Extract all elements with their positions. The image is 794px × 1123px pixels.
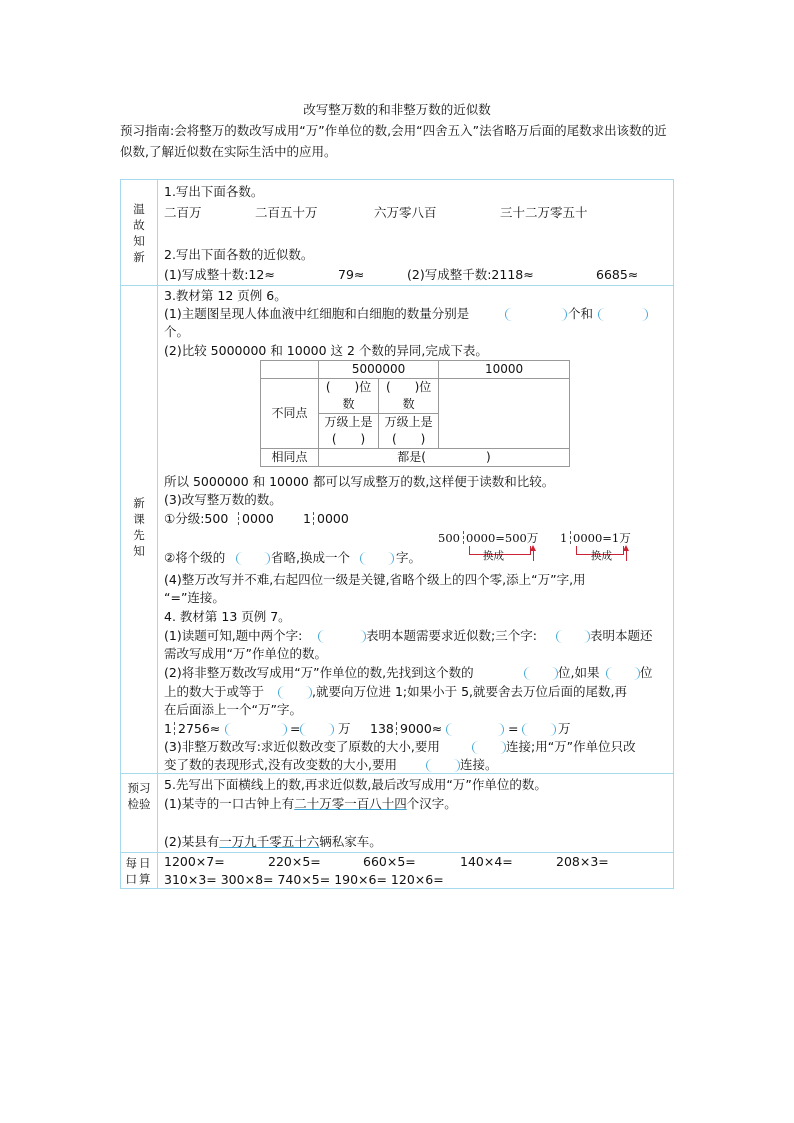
question-3: 3.教材第 12 页例 6。	[164, 288, 287, 303]
q2-part: (1)写成整十数:12≈	[164, 267, 275, 282]
row-divider	[120, 852, 674, 853]
q4-2-text: 在后面添上一个“万”字。	[164, 702, 302, 717]
level-separator	[174, 722, 175, 735]
row-divider	[120, 285, 674, 286]
answer-blank[interactable]	[505, 308, 567, 321]
q1-item: 二百万	[164, 205, 202, 220]
answer-blank[interactable]	[225, 723, 287, 736]
level-separator	[570, 531, 571, 544]
table-cell[interactable]: ( )位 数	[318, 379, 378, 414]
table-label: 不同点	[261, 379, 319, 449]
q4-2-text: ,就要向万位进 1;如果小于 5,就要舍去万位后面的尾数,再	[312, 684, 627, 699]
q1-item: 二百五十万	[255, 205, 318, 220]
question-2: 2.写出下面各数的近似数。	[164, 247, 314, 262]
q2-part: 6685≈	[596, 267, 639, 282]
table-cell[interactable]: 万级上是 ( )	[379, 414, 439, 449]
section-label-daily: 每日口算	[125, 856, 153, 886]
diagram-text: 1	[560, 531, 568, 545]
q3-4-text: (4)整万改写并不难,右起四位一级是关键,省略个级上的四个零,添上“万”字,用	[164, 572, 586, 587]
red-arrow	[530, 545, 536, 551]
preview-guide: 预习指南:会将整万的数改写成用“万”作单位的数,会用“四舍五入”法省略万后面的尾数求出该数的近似数,了解近似数在实际生活中的应用。	[120, 123, 667, 159]
q3-4-text: “=”连接。	[164, 590, 225, 605]
oral-calc: 140×4=	[460, 854, 513, 869]
answer-blank[interactable]	[606, 667, 640, 680]
q4-1-text: 需改写成用“万”作单位的数。	[164, 646, 327, 661]
red-arrow	[623, 545, 629, 551]
q1-item: 六万零八百	[374, 205, 437, 220]
q3-3-text: (3)改写整万数的数。	[164, 492, 282, 507]
level-separator	[396, 722, 397, 735]
q3-conclusion: 所以 5000000 和 10000 都可以写成整万的数,这样便于读数和比较。	[164, 474, 555, 489]
question-5: 5.先写出下面横线上的数,再求近似数,最后改写成用“万”作单位的数。	[164, 777, 547, 792]
q4-example: =	[508, 721, 519, 736]
q4-2-text: (2)将非整万数改写成用“万”作单位的数,先找到这个数的	[164, 665, 474, 680]
q4-example: 2756≈	[178, 721, 221, 736]
answer-blank[interactable]	[318, 630, 366, 643]
compare-table	[260, 360, 570, 467]
table-label: 相同点	[261, 449, 319, 467]
q4-3-text: 连接;用“万”作单位只改	[506, 739, 636, 754]
q3-2-text: (2)比较 5000000 和 10000 这 2 个数的异同,完成下表。	[164, 343, 488, 358]
q3-1-text: (1)主题图呈现人体血液中红细胞和白细胞的数量分别是	[164, 306, 470, 321]
answer-blank[interactable]	[236, 552, 270, 565]
q4-2-text: 位,如果	[558, 665, 600, 680]
answer-blank[interactable]	[522, 723, 556, 736]
diagram-text: 0000=1万	[573, 531, 631, 545]
table-cell[interactable]: 都是( )	[318, 449, 569, 467]
q4-example: 万	[338, 721, 351, 736]
section-label-newlesson: 新课先知	[133, 496, 145, 558]
q4-3-text: 变了数的表现形式,没有改变数的大小,要用	[164, 757, 397, 772]
answer-blank[interactable]	[446, 723, 504, 736]
oral-calc: 1200×7=	[164, 854, 225, 869]
q4-1-text: (1)读题可知,题中两个字:	[164, 628, 303, 643]
q3-3-2-text: 省略,换成一个	[271, 550, 350, 565]
q4-3-text: (3)非整万数改写:求近似数改变了原数的大小,要用	[164, 739, 440, 754]
q4-3-text: 连接。	[460, 757, 498, 772]
q4-example: =	[290, 721, 301, 736]
section-label-check: 预习检验	[127, 781, 151, 811]
oral-calc: 660×5=	[363, 854, 416, 869]
answer-blank[interactable]	[598, 308, 648, 321]
answer-blank[interactable]	[524, 667, 558, 680]
question-1: 1.写出下面各数。	[164, 184, 264, 199]
answer-blank[interactable]	[360, 552, 394, 565]
oral-calc: 208×3=	[556, 854, 609, 869]
level-separator	[313, 512, 314, 525]
question-4: 4. 教材第 13 页例 7。	[164, 609, 291, 624]
q4-1-text: 表明本题需要求近似数;三个字:	[366, 628, 537, 643]
q3-3-2-text: ②将个级的	[164, 550, 226, 565]
diagram-text: 500	[438, 531, 460, 545]
q4-example: 9000≈	[400, 721, 443, 736]
q3-3-1-text: ①分级:500	[164, 511, 229, 526]
q4-1-text: 表明本题还	[590, 628, 653, 643]
page-title: 改写整万数的和非整万数的近似数	[303, 102, 491, 117]
q4-2-text: 上的数大于或等于	[164, 684, 265, 699]
row-divider	[120, 773, 674, 774]
q1-item: 三十二万零五十	[500, 205, 588, 220]
q4-2-text: 位	[640, 665, 653, 680]
underlined-number: 二十万零一百八十四	[294, 796, 407, 811]
diagram-label: 换成	[591, 550, 612, 562]
q3-3-2-text: 字。	[396, 550, 422, 565]
level-separator	[238, 512, 239, 525]
level-separator	[463, 531, 464, 544]
oral-calc-row: 310×3= 300×8= 740×5= 190×6= 120×6=	[164, 872, 444, 887]
q2-part: 79≈	[338, 267, 365, 282]
q3-3-1-text: 1	[303, 511, 311, 526]
table-header: 5000000	[318, 361, 438, 379]
table-cell[interactable]	[439, 379, 570, 449]
q3-3-1-text: 0000	[242, 511, 274, 526]
q2-part: (2)写成整千数:2118≈	[407, 267, 534, 282]
diagram-text: 0000=500万	[466, 531, 539, 545]
table-cell[interactable]: ( )位 数	[379, 379, 439, 414]
diagram-label: 换成	[483, 550, 504, 562]
q3-1-text: 个。	[164, 324, 190, 339]
answer-blank[interactable]	[278, 686, 312, 699]
table-header: 10000	[439, 361, 570, 379]
answer-blank[interactable]	[472, 741, 506, 754]
answer-blank[interactable]	[426, 759, 460, 772]
answer-blank[interactable]	[300, 723, 334, 736]
q4-example: 138	[370, 721, 394, 736]
table-cell[interactable]: 万级上是 ( )	[318, 414, 378, 449]
q3-3-1-text: 0000	[317, 511, 349, 526]
oral-calc: 220×5=	[268, 854, 321, 869]
section-label-warmup: 温故知新	[133, 202, 145, 264]
underlined-number: 一万九千零五十六	[219, 834, 320, 849]
q4-example: 1	[164, 721, 172, 736]
q5-1-text: (1)某寺的一口古钟上有二十万零一百八十四个汉字。	[164, 796, 457, 811]
q5-2-text: (2)某县有一万九千零五十六辆私家车。	[164, 834, 382, 849]
q4-example: 万	[558, 721, 571, 736]
q3-1-text: 个和	[568, 306, 594, 321]
answer-blank[interactable]	[556, 630, 590, 643]
